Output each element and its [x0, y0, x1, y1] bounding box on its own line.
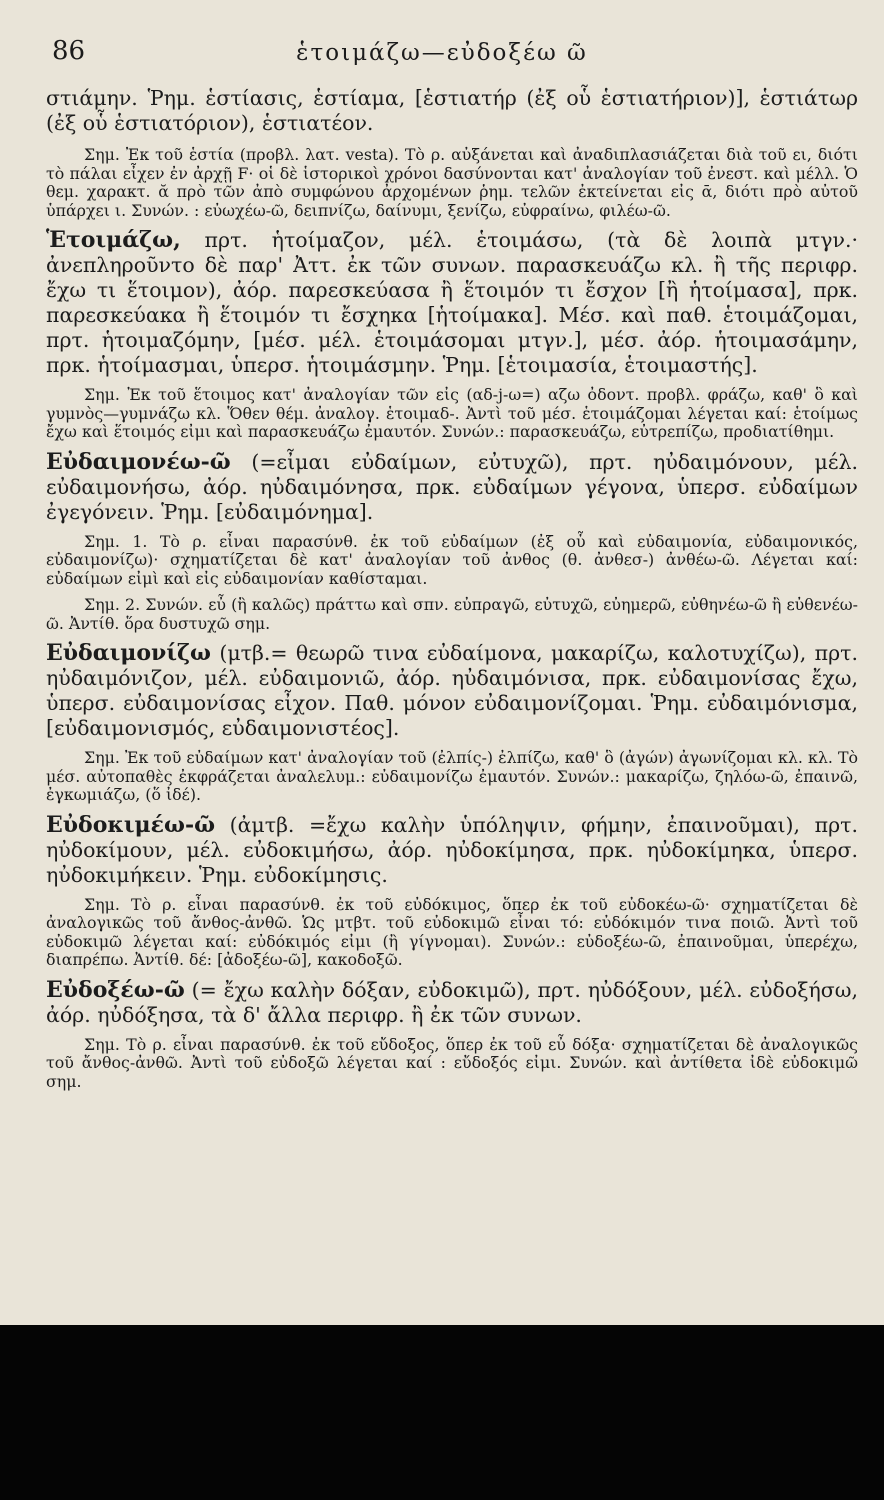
entry-eudaimoneo: [46, 450, 858, 525]
entry-text: πρτ. ἡτοίμαζον, μέλ. ἑτοιμάσω, (τὰ δὲ λοιπὰ μτγν.· ἀνεπληροῦντο δὲ παρ' Ἀττ. ἐκ τῶν συνων. παρασκευάζω κλ. ἢ τῆς περιφρ. ἔχω τι ἕτοιμον), ἀόρ. παρεσκεύασα ἢ ἕτοιμόν τι ἔσχον [ἢ ἡτοίμασα], πρκ. παρεσκεύακα ἢ ἕτοιμόν τι ἔσχηκα [ἡτοίμακα]. Μέσ. καὶ παθ. ἑτοιμάζομαι, πρτ. ἡτοιμαζόμην, [μέσ. μέλ. ἑτοιμάσομαι μτγν.], μέσ. ἀόρ. ἡτοιμασάμην, πρκ. ἡτοίμασμαι, ὑπερσ. ἡτοιμάσμην. Ῥημ. [ἑτοιμασία, ἑτοιμαστής].: [46, 228, 858, 377]
note-text: Σημ. Τὸ ρ. εἶναι παρασύνθ. ἐκ τοῦ εὔδοξος, ὅπερ ἐκ τοῦ εὖ δόξα· σχηματίζεται δὲ ἀναλογικῶς τοῦ ἄνθος-ἀνθῶ. Ἀντὶ τοῦ εὐδοξῶ λέγεται καί : εὔδοξός εἰμι. Συνών. καὶ ἀντίθετα ἰδὲ εὐδοκιμῶ σημ.: [46, 1034, 858, 1091]
entry-etoimazo: [46, 228, 858, 378]
page-header: [0, 36, 884, 76]
entry-eudoxeo: [46, 978, 858, 1028]
note-text: Σημ. Ἐκ τοῦ εὐδαίμων κατ' ἀναλογίαν τοῦ (ἐλπίς-) ἐλπίζω, καθ' ὃ (ἀγών) ἀγωνίζομαι κλ. κλ. Τὸ μέσ. αὐτοπαθὲς ἐκφράζεται ἀναλελυμ.: εὐδαιμονίζω ἐμαυτόν. Συνών.: μακαρίζω, ζηλόω-ῶ, ἐπαινῶ, ἐγκωμιάζω, (ὅ ἰδέ).: [46, 748, 858, 804]
entry-note: [46, 1036, 858, 1092]
running-head: ἑτοιμάζω—εὐδοξέω ῶ: [296, 40, 588, 66]
entry-note: [46, 749, 858, 805]
entry-note: [46, 386, 858, 442]
entry-note: [46, 896, 858, 970]
note-text: Σημ. Τὸ ρ. εἶναι παρασύνθ. ἐκ τοῦ εὐδόκιμος, ὅπερ ἐκ τοῦ εὐδοκέω-ῶ· σχηματίζεται δὲ ἀναλογικῶς τοῦ ἄνθος-ἀνθῶ. Ὡς μτβτ. τοῦ εὐδοκιμῶ εἶναι τό: εὐδόκιμόν τινα ποιῶ. Ἀντὶ τοῦ εὐδοκιμῶ λέγεται καί: εὐδόκιμός εἰμι (ἢ γίγνομαι). Συνών.: εὐδοξέω-ῶ, ἐπαινοῦμαι, ὑπερέχω, διαπρέπω. Ἀντίθ. δέ: [ἀδοξέω-ῶ], κακοδοξῶ.: [46, 894, 858, 969]
entry-text: στιάμην. Ῥημ. ἑστίασις, ἑστίαμα, [ἑστιατήρ (ἐξ οὗ ἑστιατήριον)], ἑστιάτωρ (ἐξ οὗ ἑστιατόριον), ἑστιατέον.: [46, 86, 858, 135]
entry-note: [46, 146, 858, 220]
note-text: Σημ. 1. Τὸ ρ. εἶναι παρασύνθ. ἐκ τοῦ εὐδαίμων (ἐξ οὗ καὶ εὐδαιμονία, εὐδαιμονικός, εὐδαιμονίζω)· σχηματίζεται δὲ κατ' ἀναλογίαν τοῦ ἀνθος (θ. ἀνθεσ-) ἀνθέω-ῶ. Λέγεται καί: εὐδαίμων εἰμὶ καὶ εἰς εὐδαιμονίαν καθίσταμαι.: [46, 531, 858, 588]
entry-text: (ἀμτβ. =ἔχω καλὴν ὑπόληψιν, φήμην, ἐπαινοῦμαι), πρτ. ηὐδοκίμουν, μέλ. εὐδοκιμήσω, ἀόρ. ηὐδοκίμησα, πρκ. ηὐδοκίμηκα, ὑπερσ. ηὐδοκιμήκειν. Ῥημ. εὐδοκίμησις.: [46, 812, 858, 887]
note-text: Σημ. Ἐκ τοῦ ἑστία (προβλ. λατ. vesta). Τὸ ρ. αὐξάνεται καὶ ἀναδιπλασιάζεται διὰ τοῦ ει, διότι τὸ πάλαι εἶχεν ἐν ἀρχῇ F· οἱ δὲ ἱστορικοὶ χρόνοι δασύνονται κατ' ἀναλογίαν τοῦ ἐνεστ. καὶ μέλλ. Ὁ θεμ. χαρακτ. ᾰ πρὸ τῶν ἀπὸ συμφώνου ἀρχομένων ῥημ. τελῶν ἐκτείνεται εἰς ᾱ, διότι πρὸ αὐτοῦ ὑπάρχει ι. Συνών. : εὐωχέω-ῶ, δειπνίζω, δαίνυμι, ξενίζω, εὐφραίνω, φιλέω-ῶ.: [46, 145, 858, 220]
dictionary-body: [46, 86, 858, 1099]
note-text: Σημ. Ἐκ τοῦ ἕτοιμος κατ' ἀναλογίαν τῶν εἰς (αδ-j-ω=) αζω ὀδοντ. προβλ. φράζω, καθ' ὃ καὶ γυμνὸς—γυμνάζω κλ. Ὅθεν θέμ. ἀναλογ. ἑτοιμαδ-. Ἀντὶ τοῦ μέσ. ἑτοιμάζομαι λέγεται καί: ἑτοίμως ἔχω καὶ ἕτοιμός εἰμι καὶ παρασκευάζω ἐμαυτόν. Συνών.: παρασκευάζω, εὐτρεπίζω, προδιατίθημι.: [46, 385, 858, 441]
entry-text: (μτβ.= θεωρῶ τινα εὐδαίμονα, μακαρίζω, καλοτυχίζω), πρτ. ηὐδαιμόνιζον, μέλ. εὐδαιμονιῶ, ἀόρ. ηὐδαιμόνισα, πρκ. εὐδαιμονίσας ἔχω, ὑπερσ. εὐδαιμονίσας εἶχον. Παθ. μόνον εὐδαιμονίζομαι. Ῥημ. εὐδαιμόνισμα, [εὐδαιμονισμός, εὐδαιμονιστέος].: [46, 641, 858, 740]
entry-note: [46, 596, 858, 633]
entry-text: (=εἶμαι εὐδαίμων, εὐτυχῶ), πρτ. ηὐδαιμόνουν, μέλ. εὐδαιμονήσω, ἀόρ. ηὐδαιμόνησα, πρκ. εὐδαίμων γέγονα, ὑπερσ. εὐδαίμων ἐγεγόνειν. Ῥημ. [εὐδαιμόνημα].: [46, 449, 858, 524]
headword: Ἑτοιμάζω,: [46, 227, 181, 253]
entry-eudokimeo: [46, 813, 858, 888]
entry-eudaimonizo: [46, 641, 858, 741]
entry-note: [46, 533, 858, 589]
entry-continuation: [46, 86, 858, 136]
note-text: Σημ. 2. Συνών. εὖ (ἢ καλῶς) πράττω καὶ σπν. εὐπραγῶ, εὐτυχῶ, εὐημερῶ, εὐθηνέω-ῶ ἢ εὐθενέω-ῶ. Ἀντίθ. ὅρα δυστυχῶ σημ.: [46, 595, 858, 633]
headword: Εὐδοκιμέω-ῶ: [46, 811, 216, 838]
headword: Εὐδαιμονέω-ῶ: [46, 448, 231, 475]
entry-text: (= ἔχω καλὴν δόξαν, εὐδοκιμῶ), πρτ. ηὐδόξουν, μέλ. εὐδοξήσω, ἀόρ. ηὐδόξησα, τὰ δ' ἄλλα περιφρ. ἢ ἐκ τῶν συνων.: [46, 977, 858, 1027]
headword: Εὐδοξέω-ῶ: [46, 976, 185, 1003]
page-number: 86: [52, 36, 86, 66]
headword: Εὐδαιμονίζω: [46, 640, 211, 666]
